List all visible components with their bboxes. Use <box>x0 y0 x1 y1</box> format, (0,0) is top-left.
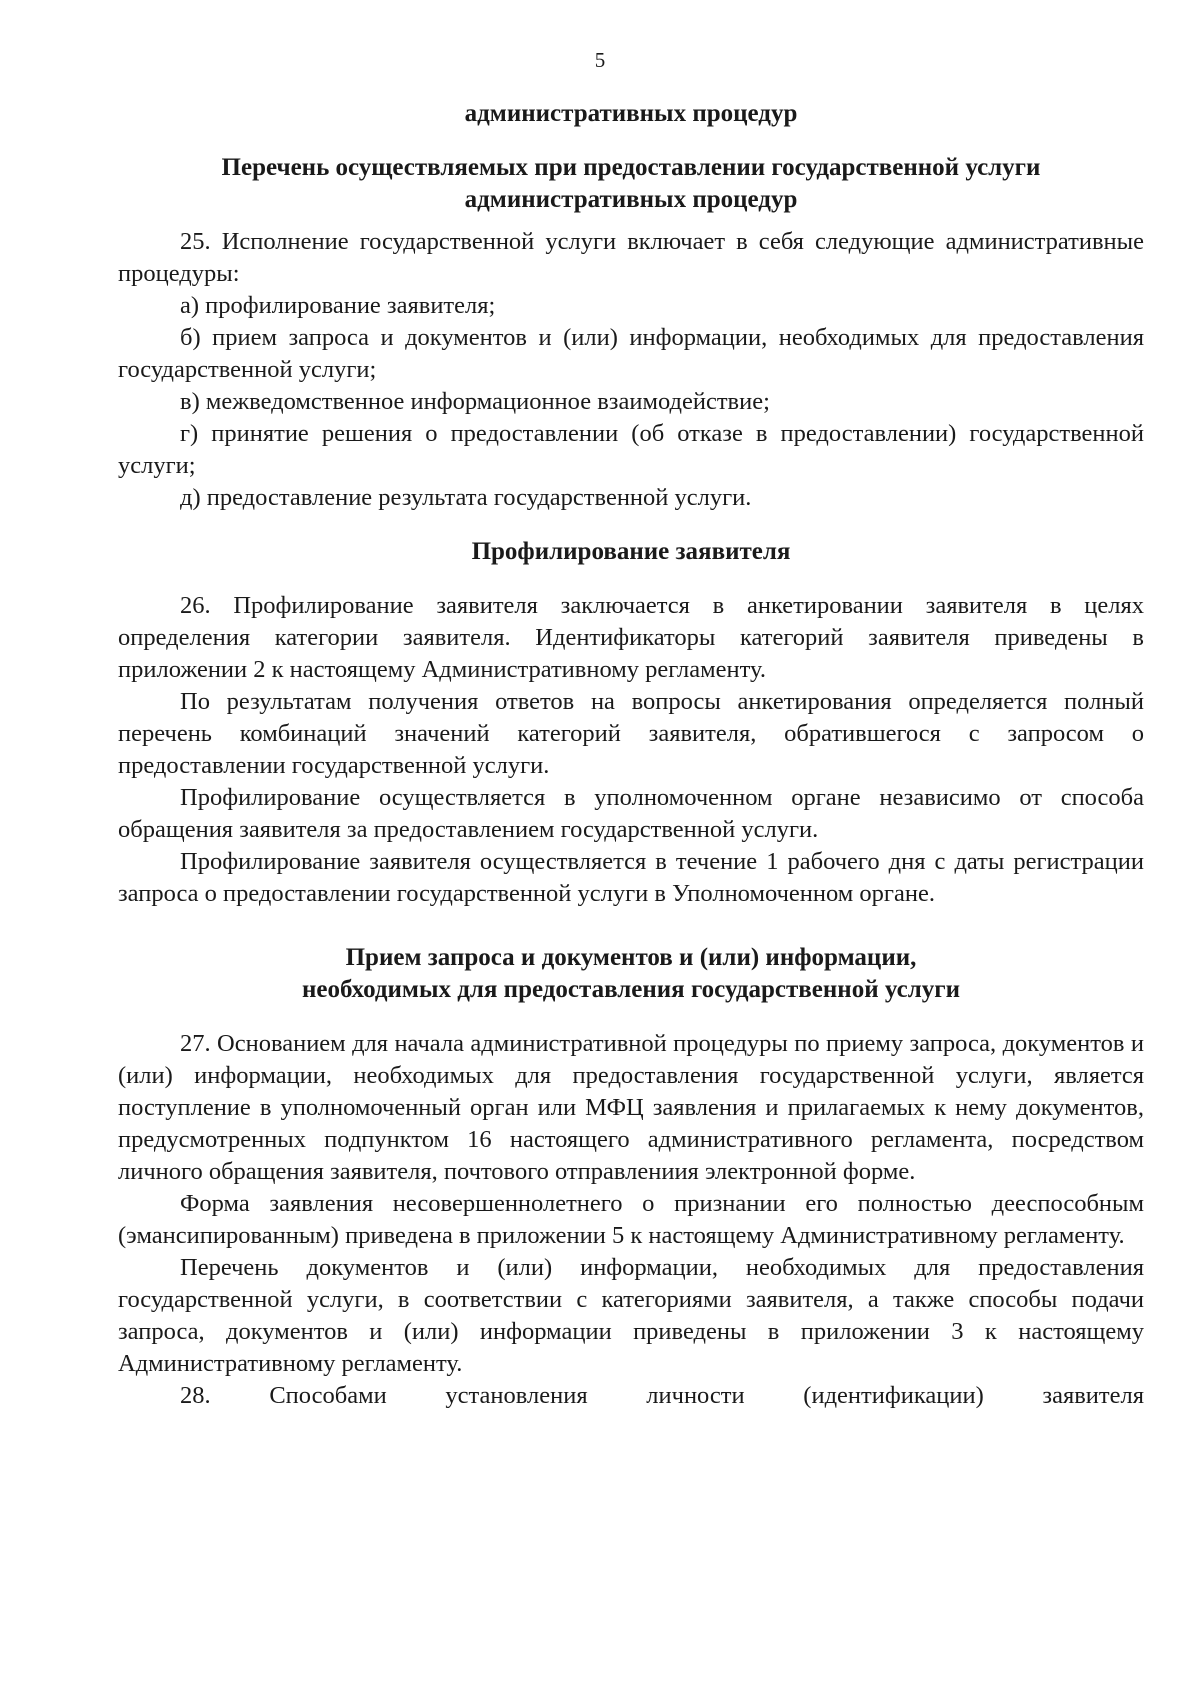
paragraph-27-documents: Перечень документов и (или) информации, необходимых для предоставления государственной услуги, в соответствии с категориями заявителя, а также способы подачи запроса, документов и (или) информации приведены в приложении 3 к настоящему Административному регламенту. <box>118 1254 1144 1377</box>
paragraph-25: 25. Исполнение государственной услуги включает в себя следующие административные процедуры: <box>118 228 1144 287</box>
spacer <box>118 568 1144 590</box>
section-heading-intake-line-1: Прием запроса и документов и (или) информации, <box>345 944 917 971</box>
spacer <box>118 1006 1144 1028</box>
list-item-g: г) принятие решения о предоставлении (об отказе в предоставлении) государственной услуги; <box>118 420 1144 479</box>
spacer <box>118 514 1144 536</box>
list-item-d: д) предоставление результата государственной услуги. <box>180 484 752 511</box>
section-heading-intake-line-2: необходимых для предоставления государственной услуги <box>302 976 960 1003</box>
list-item-a: а) профилирование заявителя; <box>180 292 496 319</box>
continued-heading: административных процедур <box>464 100 798 127</box>
paragraph-26: 26. Профилирование заявителя заключается в анкетировании заявителя в целях определения категории заявителя. Идентификаторы категорий заявителя приведены в приложении 2 к настоящему Административному регламенту. <box>118 592 1144 683</box>
paragraph-27-form: Форма заявления несовершеннолетнего о признании его полностью дееспособным (эмансипированным) приведена в приложении 5 к настоящему Административному регламенту. <box>118 1190 1144 1249</box>
spacer <box>118 130 1144 152</box>
paragraph-26-results: По результатам получения ответов на вопросы анкетирования определяется полный перечень комбинаций значений категорий заявителя, обратившегося с запросом о предоставлении государственной услуги. <box>118 688 1144 779</box>
list-item-v: в) межведомственное информационное взаимодействие; <box>180 388 770 415</box>
document-body <box>118 98 1144 1412</box>
paragraph-26-authority: Профилирование осуществляется в уполномоченном органе независимо от способа обращения заявителя за предоставлением государственной услуги. <box>118 784 1144 843</box>
section-heading-profiling: Профилирование заявителя <box>471 538 791 565</box>
spacer <box>118 216 1144 226</box>
spacer <box>118 910 1144 942</box>
list-item-b: б) прием запроса и документов и (или) информации, необходимых для предоставления государственной услуги; <box>118 324 1144 383</box>
paragraph-27: 27. Основанием для начала административной процедуры по приему запроса, документов и (или) информации, необходимых для предоставления государственной услуги, является поступление в уполномоченный орган или МФЦ заявления и прилагаемых к нему документов, предусмотренных подпунктом 16 настоящего административного регламента, посредством личного обращения заявителя, почтового отправлениия электронной форме. <box>118 1030 1144 1185</box>
paragraph-26-deadline: Профилирование заявителя осуществляется в течение 1 рабочего дня с даты регистрации запроса о предоставлении государственной услуги в Уполномоченном органе. <box>118 848 1144 907</box>
paragraph-28: 28. Способами установления личности (идентификации) заявителя <box>180 1382 1144 1409</box>
section-heading-procedures-line-1: Перечень осуществляемых при предоставлении государственной услуги <box>221 154 1041 181</box>
page-number: 5 <box>594 48 606 72</box>
section-heading-procedures-line-2: административных процедур <box>464 186 798 213</box>
